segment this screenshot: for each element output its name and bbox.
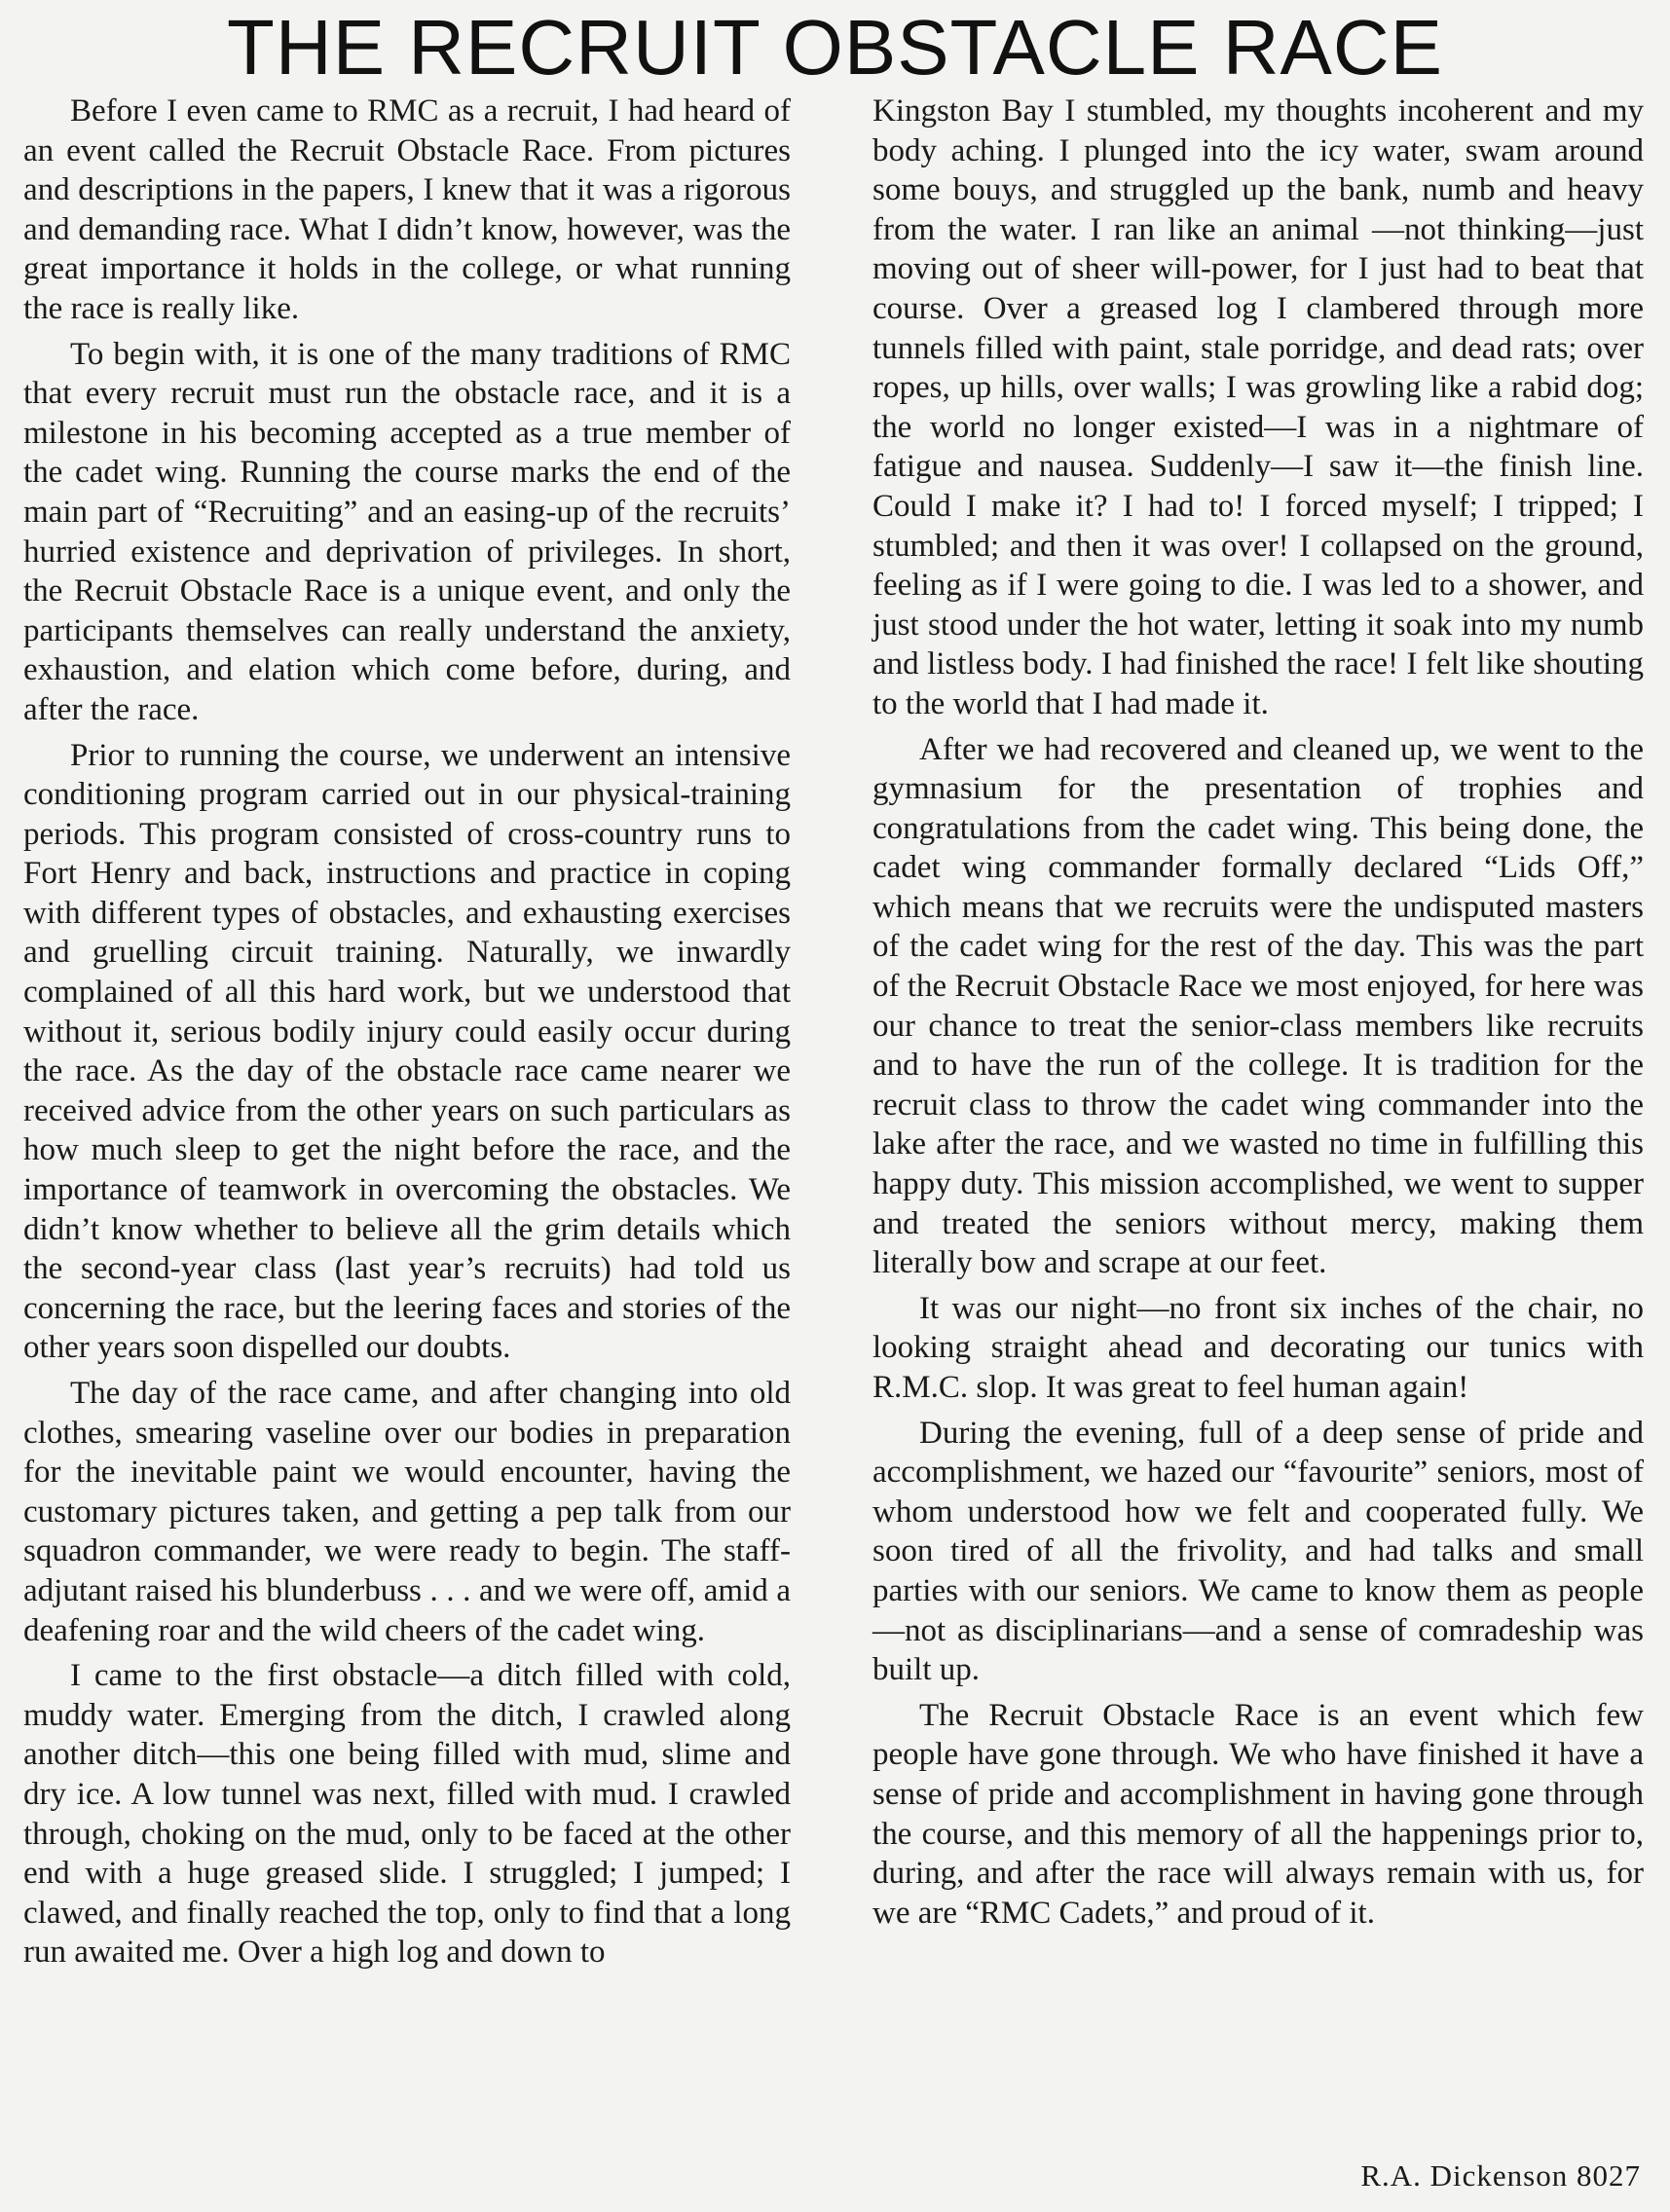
paragraph: The Recruit Obstacle Race is an event which few people have gone through. We who have finished it have a sense of pride and accomplishment in having gone through the course, and this memory of all the happenings prior to, during, and after the race will always remain with us, for we are “RMC Cadets,” and proud of it. [872,1697,1644,1931]
author-signature: R.A. Dickenson 8027 [1360,2158,1641,2193]
left-column [23,92,791,1978]
paragraph: Before I even came to RMC as a recruit, I had heard of an event called the Recruit Obstacle Race. From pictures and descriptions in the papers, I knew that it was a rigorous and demanding race. What I didn’t know, however, was the great importance it holds in the college, or what running the race is really like. [23,93,791,326]
paragraph: The day of the race came, and after changing into old clothes, smearing vaseline over our bodies in preparation for the inevitable paint we would encounter, having the customary pictures taken, and getting a pep talk from our squadron commander, we were ready to begin. The staff-adjutant raised his blunderbuss . . . and we were off, amid a deafening roar and the wild cheers of the cadet wing. [23,1376,791,1648]
paragraph: Prior to running the course, we underwent an intensive conditioning program carried out in our physical-training periods. This program consisted of cross-country runs to Fort Henry and back, instructions and practice in coping with different types of obstacles, and exhausting exercises and gruelling circuit training. Naturally, we inwardly complained of all this hard work, but we understood that without it, serious bodily injury could easily occur during the race. As the day of the obstacle race came nearer we received advice from the other years on such particulars as how much sleep to get the night before the race, and the importance of teamwork in overcoming the obstacles. We didn’t know whether to believe all the grim details which the second-year class (last year’s recruits) had told us concerning the race, but the leering faces and stories of the other years soon dispelled our doubts. [23,737,791,1366]
paragraph: It was our night—no front six inches of the chair, no looking straight ahead and decorating our tunics with R.M.C. slop. It was great to feel human again! [872,1290,1644,1405]
paragraph: During the evening, full of a deep sense of pride and accomplishment, we hazed our “favourite” seniors, most of whom understood how we felt and cooperated fully. We soon tired of all the frivolity, and had talks and small parties with our seniors. We came to know them as people—not as disciplinarians—and a sense of comradeship was built up. [872,1415,1644,1688]
article-title: THE RECRUIT OBSTACLE RACE [227,4,1443,91]
paragraph: To begin with, it is one of the many traditions of RMC that every recruit must run the obstacle race, and it is a milestone in his becoming accepted as a true member of the cadet wing. Running the course marks the end of the main part of “Recruiting” and an easing-up of the recruits’ hurried existence and deprivation of privileges. In short, the Recruit Obstacle Race is a unique event, and only the participants themselves can really understand the anxiety, exhaustion, and elation which come before, during, and after the race. [23,336,791,727]
paragraph-continuation: Kingston Bay I stumbled, my thoughts incoherent and my body aching. I plunged into the icy water, swam around some bouys, and struggled up the bank, numb and heavy from the water. I ran like an animal —not thinking—just moving out of sheer will-power, for I just had to beat that course. Over a greased log I clambered through more tunnels filled with paint, stale porridge, and dead rats; over ropes, up hills, over walls; I was growling like a rabid dog; the world no longer existed—I was in a nightmare of fatigue and nausea. Suddenly—I saw it—the finish line. Could I make it? I had to! I forced myself; I tripped; I stumbled; and then it was over! I collapsed on the ground, feeling as if I were going to die. I was led to a shower, and just stood under the hot water, letting it soak into my numb and listless body. I had finished the race! I felt like shouting to the world that I had made it. [872,93,1644,721]
paragraph: I came to the first obstacle—a ditch filled with cold, muddy water. Emerging from the ditch, I crawled along another ditch—this one being filled with mud, slime and dry ice. A low tunnel was next, filled with mud. I crawled through, choking on the mud, only to be faced at the other end with a huge greased slide. I struggled; I jumped; I clawed, and finally reached the top, only to find that a long run awaited me. Over a high log and down to [23,1658,791,1971]
paragraph: After we had recovered and cleaned up, we went to the gymnasium for the presentation of trophies and congratulations from the cadet wing. This being done, the cadet wing commander formally declared “Lids Off,” which means that we recruits were the undisputed masters of the cadet wing for the rest of the day. This was the part of the Recruit Obstacle Race we most enjoyed, for here was our chance to treat the senior-class members like recruits and to have the run of the college. It is tradition for the recruit class to throw the cadet wing commander into the lake after the race, and we wasted no time in fulfilling this happy duty. This mission accomplished, we went to supper and treated the seniors without mercy, making them literally bow and scrape at our feet. [872,731,1644,1281]
right-column [872,92,1644,1938]
